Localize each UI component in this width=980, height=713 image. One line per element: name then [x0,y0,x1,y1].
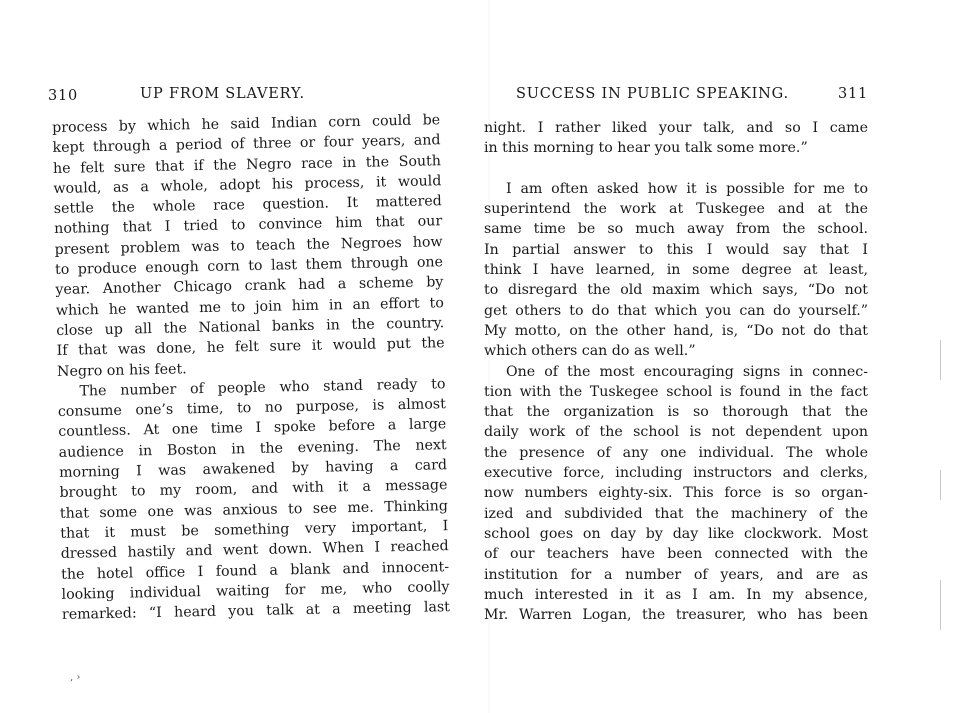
right-running-title: SUCCESS IN PUBLIC SPEAKING. [516,86,789,102]
text-line: now numbers eighty-six. This force is so organ- [484,485,868,502]
text-line: night. I rather liked your talk, and so I came [484,120,868,136]
text-line: in this morning to hear you talk some more.” [484,140,808,157]
text-line: to disregard the old maxim which says, “Do not [484,282,868,299]
text-line: In partial answer to this I would say that I [484,241,868,258]
left-running-title: UP FROM SLAVERY. [140,86,305,102]
stray-mark: ‚ › [70,672,81,683]
text-line: tion with the Tuskegee school is found in the fact [484,383,868,400]
text-line: Mr. Warren Logan, the treasurer, who has been [484,607,868,624]
text-line: institution for a number of years, and are as [484,566,868,583]
text-line: nothing that I tried to convince him that our [54,213,443,238]
text-line: My motto, on the other hand, is, “Do not do that [484,322,868,339]
text-line: he felt sure that if the Negro race in the South [52,152,442,177]
text-line: Negro on his feet. [56,360,187,380]
text-line: daily work of the school is not dependent upon [484,424,868,441]
text-line: One of the most encouraging signs in connec- [506,363,868,380]
right-body-paragraph-1 [484,118,868,159]
text-line: present problem was to teach the Negroes how [54,233,443,258]
right-page [484,0,980,713]
text-line: brought to my room, and with it a message [59,477,448,502]
text-line: I am often asked how it is possible for me to [506,180,868,197]
text-line: the hotel office I found a blank and innocent- [61,558,450,583]
right-body-paragraphs [484,179,868,626]
text-line: think I have learned, in some degree at least, [484,262,868,279]
text-line: morning I was awakened by having a card [58,457,448,481]
text-line: get others to do that which you can do yourself.” [484,302,868,319]
text-line: the presence of any one individual. The whole [484,444,868,461]
text-line: to produce enough corn to last them through one [54,254,444,279]
paragraph-gap [484,159,868,179]
text-line: much interested in it as I am. In my absence, [484,586,868,603]
right-page-body [484,118,868,625]
text-line: that it must be something very important, I [60,518,449,542]
text-line: year. Another Chicago crank had a scheme by [55,274,444,299]
text-line: The number of people who stand ready to [79,376,446,400]
left-page-body [52,110,450,625]
right-page-number: 311 [838,86,869,102]
text-line: ized and subdivided that the machinery of the [484,505,868,522]
page-edge-mark [940,340,941,380]
page-edge-mark [940,470,941,500]
text-line: would, as a whole, adopt his process, it would [53,173,442,197]
text-line: looking individual waiting for me, who coolly [61,578,450,603]
text-line: audience in Boston in the evening. The next [58,436,447,461]
text-line: dressed hastily and went down. When I reached [60,538,449,563]
text-line: which others can do as well.” [484,343,696,360]
text-line: superintend the work at Tuskegee and at the [484,201,868,218]
text-line: remarked: “I heard you talk at a meeting last [61,599,451,624]
text-line: which he wanted me to join him in an effort to [55,294,444,319]
text-line: kept through a period of three or four years, and [52,132,441,157]
text-line: close up all the National banks in the country. [56,315,445,339]
text-line: that some one was anxious to see me. Thinking [59,497,449,522]
text-line: school goes on day by day like clockwork. Most [484,525,868,542]
text-line: process by which he said Indian corn could be [52,112,441,136]
page-edge-mark [940,580,941,630]
text-line: consume one’s time, to no purpose, is almost [57,396,446,421]
text-line: If that was done, he felt sure it would put the [56,335,445,360]
text-line: countless. At one time I spoke before a large [58,416,447,441]
text-line: of our teachers have been connected with the [484,546,868,563]
text-line: same time be so much away from the school. [484,221,868,238]
text-line: executive force, including instructors and clerks, [484,465,868,482]
left-page-number: 310 [48,88,79,104]
text-line: settle the whole race question. It mattered [53,193,442,218]
text-line: that the organization is so thorough that the [484,404,868,421]
